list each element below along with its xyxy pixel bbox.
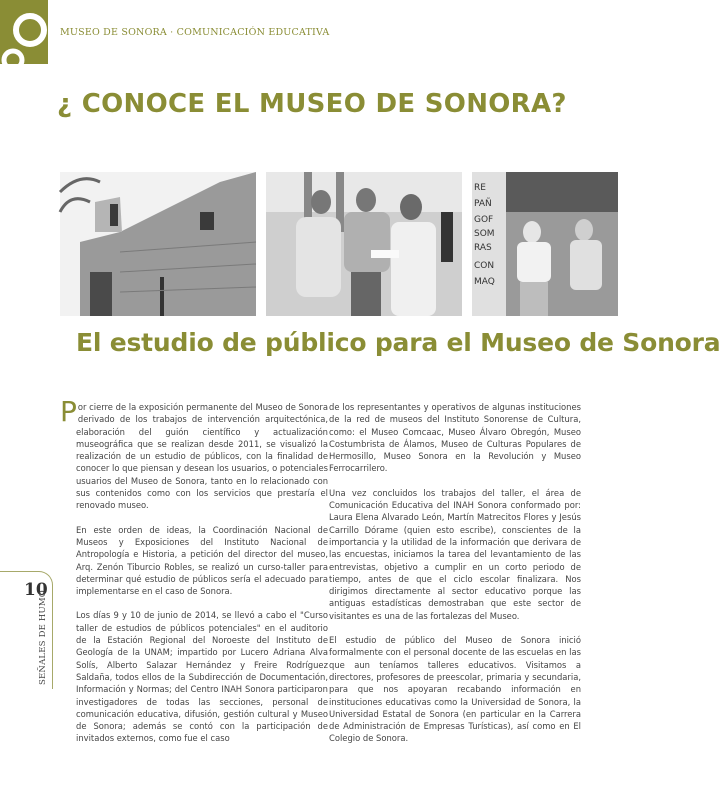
museum-logo-circles-icon: [0, 0, 48, 64]
svg-text:PAÑ: PAÑ: [474, 199, 492, 209]
running-head: MUSEO DE SONORA · COMUNICACIÓN EDUCATIVA: [60, 27, 330, 38]
svg-text:RE: RE: [474, 183, 486, 193]
page-number: 10: [24, 580, 48, 600]
article-paragraph: Una vez concluidos los trabajos del taller, el área de Comunicación Educativa del INAH Sonora conformado por: Laura Elena Alvarado León, Martín Matrecitos Flores y Jesús Carrillo Dórame (quien esto escribe), conscientes de la importancia y la utilidad de la información que derivara de las encuestas, iniciamos la tarea del levantamiento de las entrevistas, objetivo a cumplir en un corto periodo de tiempo, antes de que el ciclo escolar finalizara. Nos dirigimos directamente al sector educativo porque las antiguas estadísticas demostraban que este sector de visitantes es una de las fortalezas del Museo.: [329, 487, 581, 621]
article-paragraph: El estudio de público del Museo de Sonora inició formalmente con el personal docente de las escuelas en las que aun teníamos talleres educativos. Visitamos a directores, profesores de preescolar, primaria y secundaria, para que nos apoyaran recabando información en instituciones educativas como la Universidad de Sonora, la Universidad Estatal de Sonora (en particular en la Carrera de Administración de Empresas Turísticas), así como en El Colegio de Sonora.: [329, 635, 581, 744]
paragraph-text: or cierre de la exposición permanente del Museo de Sonora derivado de los trabajos de intervención arquitectónica, elaboración del guión científico y actualización museográfica que se realizan desde 2011, se visualizó la realización de un estudio de públicos, con la finalidad de conocer lo que piensan y desean los usuarios, o potenciales usuarios del Museo de Sonora, tanto en lo relacionado con sus contenidos como con los servicios que prestaría el renovado museo.: [76, 402, 328, 511]
article-paragraph: Los días 9 y 10 de junio de 2014, se llevó a cabo el "Curso taller de estudios de públicos potenciales" en el auditorio de la Estación Regional del Noroeste del Instituto de Geología de la UNAM; impartido por Lucero Adriana Alva Solís, Alberto Salazar Hernández y Freire Rodríguez Saldaña, todos ellos de la Subdirección de Documentación, Información y Normas; del Centro INAH Sonora participaron investigadores de todas las secciones, personal de comunicación educativa, difusión, gestión cultural y Museo de Sonora; además se contó con la participación de invitados externos, como fue el caso: [76, 610, 328, 744]
article-paragraph: [60, 395, 328, 512]
article-right-column: [329, 401, 581, 757]
main-title: ¿ CONOCE EL MUSEO DE SONORA?: [57, 89, 567, 119]
section-name: SEÑALES DE HUMO: [38, 590, 48, 685]
article-paragraph: de los representantes y operativos de algunas instituciones de la red de museos del Instituto Sonorense de Cultura, como: el Museo Comcaac, Museo Álvaro Obregón, Museo Costumbrista de Álamos, Museo de Culturas Populares de Hermosillo, Museo Sonora en la Revolución y Museo Ferrocarrilero.: [329, 402, 581, 474]
svg-text:CON: CON: [474, 261, 495, 271]
svg-text:RAS: RAS: [474, 243, 492, 253]
svg-text:GOF: GOF: [474, 215, 494, 225]
article-paragraph: En este orden de ideas, la Coordinación Nacional de Museos y Exposiciones del Instituto Nacional de Antropología e Historia, a petición del director del museo, Arq. Zenón Tiburcio Robles, se realizó un curso-taller para determinar qué estudio de públicos sería el adecuado para implementarse en el caso de Sonora.: [76, 524, 328, 597]
svg-text:SOM: SOM: [474, 229, 495, 239]
article-subtitle: El estudio de público para el Museo de Sonora: [76, 328, 720, 357]
svg-text:MAQ: MAQ: [474, 277, 495, 287]
museum-stone-wall-photo: [60, 172, 256, 316]
dropcap: P: [60, 395, 77, 428]
seated-visitors-photo: [472, 172, 618, 316]
article-left-column: [60, 395, 328, 757]
survey-interview-photo: [266, 172, 462, 316]
